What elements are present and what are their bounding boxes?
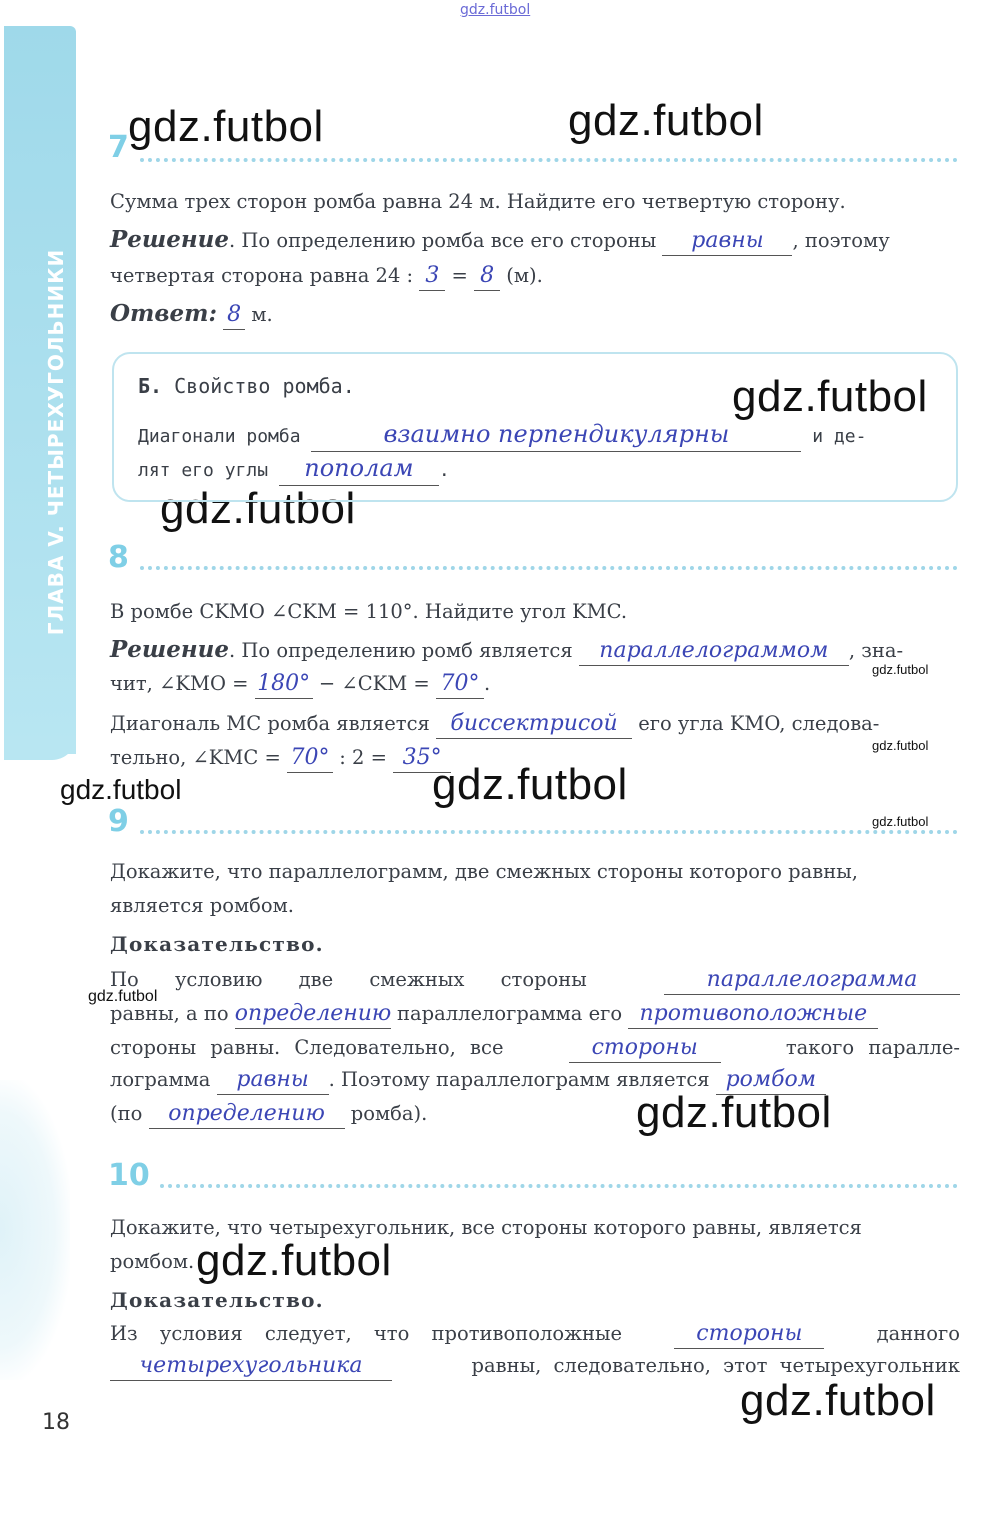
text: Из условия следует, что противоположные [110,1322,623,1345]
watermark: gdz.futbol [740,1376,936,1425]
theory-heading: Свойство ромба. [174,374,355,398]
proof-line [110,1066,826,1095]
answer-blank [287,744,333,773]
proof-label: Доказательство. [110,1288,324,1312]
watermark: gdz.futbol [568,96,764,145]
text: , поэтому [792,229,890,252]
handwritten-answer: стороны [591,1035,698,1060]
answer-blank [217,1066,329,1095]
text: лограмма [110,1068,211,1091]
text: = [451,264,468,287]
text: . По определению ромб является [229,639,573,662]
proof-line [110,1320,960,1349]
handwritten-answer: биссектрисой [450,711,618,736]
solution-line [110,710,879,739]
answer-blank [235,1000,391,1029]
watermark: gdz.futbol [60,774,182,805]
handwritten-answer: 8 [480,263,495,288]
answer-blank [628,1000,878,1029]
handwritten-answer: стороны [696,1321,803,1346]
watermark: gdz.futbol [432,760,628,809]
watermark: gdz.futbol [196,1236,392,1285]
solution-line [110,670,490,699]
text: его угла KMO, следова- [638,712,880,735]
text: По условию две смежных стороны [110,968,587,991]
proof-line [110,966,960,995]
task-condition: Докажите, что четырехугольник, все стороны которого равны, является [110,1216,862,1239]
task-condition: является ромбом. [110,894,294,917]
text: Диагональ MC ромба является [110,712,430,735]
answer-blank [569,1034,721,1063]
text: м. [251,303,273,326]
text: ромба). [350,1102,428,1125]
handwritten-answer: параллелограмма [706,967,918,992]
handwritten-answer: параллелограммом [599,638,829,663]
answer-blank [110,1352,392,1381]
proof-line [110,1100,427,1129]
handwritten-answer: 180° [257,671,311,696]
answer-label: Ответ: [110,300,217,327]
page-number: 18 [42,1410,70,1435]
solution-line [110,226,890,256]
watermark: gdz.futbol [872,814,929,829]
text: . [483,672,491,695]
answer-blank [311,420,801,452]
watermark: gdz.futbol [636,1088,832,1137]
handwritten-answer: взаимно перпендикулярны [383,420,730,448]
watermark: gdz.futbol [160,484,356,533]
task-condition: ромбом. [110,1250,195,1273]
watermark: gdz.futbol [872,738,929,753]
text: и де- [812,426,867,447]
watermark: gdz.futbol [872,662,929,677]
watermark: gdz.futbol [732,372,928,421]
handwritten-answer: 8 [227,302,242,327]
proof-line [110,1034,960,1063]
task-divider [140,830,958,834]
answer-blank [279,454,439,486]
answer-blank [674,1320,824,1349]
decorative-shading [0,1080,70,1380]
watermark: gdz.futbol [128,102,324,151]
answer-blank [223,301,245,330]
chapter-sidebar-tail [4,736,76,760]
answer-blank [149,1100,345,1129]
answer-blank [474,262,500,291]
proof-line [110,1352,960,1381]
text: равны, следовательно, этот четырехугольник [471,1354,960,1377]
proof-line [110,1000,878,1029]
handwritten-answer: определению [168,1101,325,1126]
answer-blank [419,262,445,291]
handwritten-answer: пополам [304,454,414,482]
text: чит, ∠KMO = [110,672,249,695]
text: стороны равны. Следовательно, все [110,1036,504,1059]
task-condition: Докажите, что параллелограмм, две смежных стороны которого равны, [110,860,858,883]
answer-blank [436,670,484,699]
task-number: 9 [108,804,129,839]
text: данного [876,1322,960,1345]
handwritten-answer: равны [236,1067,309,1092]
answer-blank [393,744,451,773]
theory-letter: Б. [138,374,163,398]
answer-blank [716,1066,826,1095]
handwritten-answer: 3 [425,263,440,288]
handwritten-answer: 35° [402,745,442,770]
solution-line [110,636,903,666]
text: параллелограмма его [396,1002,623,1025]
theory-title [138,372,355,400]
text: Диагонали ромба [138,426,301,447]
handwritten-answer: ромбом [725,1067,817,1092]
theory-line [138,420,866,452]
text: (по [110,1102,143,1125]
task-divider [160,1184,958,1188]
text: равны, а по [110,1002,229,1025]
task-divider [140,566,958,570]
text: . По определению ромба все его стороны [229,229,657,252]
solution-label: Решение [110,226,230,253]
watermark: gdz.futbol [88,988,158,1005]
task-number: 10 [108,1158,150,1193]
text: тельно, ∠KMC = [110,746,281,769]
text: , зна- [848,639,904,662]
task-divider [140,158,958,162]
handwritten-answer: противоположные [639,1001,868,1026]
handwritten-answer: определению [234,1001,392,1026]
answer-blank [436,710,632,739]
text: лят его углы [138,460,269,481]
answer-blank [662,227,792,256]
solution-label: Решение [110,636,230,663]
solution-line [110,744,451,773]
text: − ∠CKM = [318,672,430,695]
answer-blank [579,637,849,666]
handwritten-answer: равны [691,228,764,253]
text: четвертая сторона равна 24 : [110,264,414,287]
proof-label: Доказательство. [110,932,324,956]
text: . Поэтому параллелограмм является [328,1068,710,1091]
text: такого паралле- [785,1036,960,1059]
answer-blank [255,670,313,699]
text: . [438,460,450,481]
chapter-title: ГЛАВА V. ЧЕТЫРЕХУГОЛЬНИКИ [44,248,68,636]
solution-line [110,262,543,291]
text: : 2 = [339,746,387,769]
task-condition: Сумма трех сторон ромба равна 24 м. Найдите его четвертую сторону. [110,190,846,213]
task-number: 7 [108,130,129,165]
task-condition: В ромбе CKMO ∠CKM = 110°. Найдите угол KMC. [110,600,628,623]
answer-line [110,300,273,330]
handwritten-answer: четырехугольника [139,1353,363,1378]
handwritten-answer: 70° [290,745,330,770]
handwritten-answer: 70° [440,671,480,696]
task-number: 8 [108,540,129,575]
text: (м). [506,264,543,287]
theory-line [138,454,450,486]
answer-blank [664,966,960,995]
watermark: gdz.futbol [460,2,531,18]
